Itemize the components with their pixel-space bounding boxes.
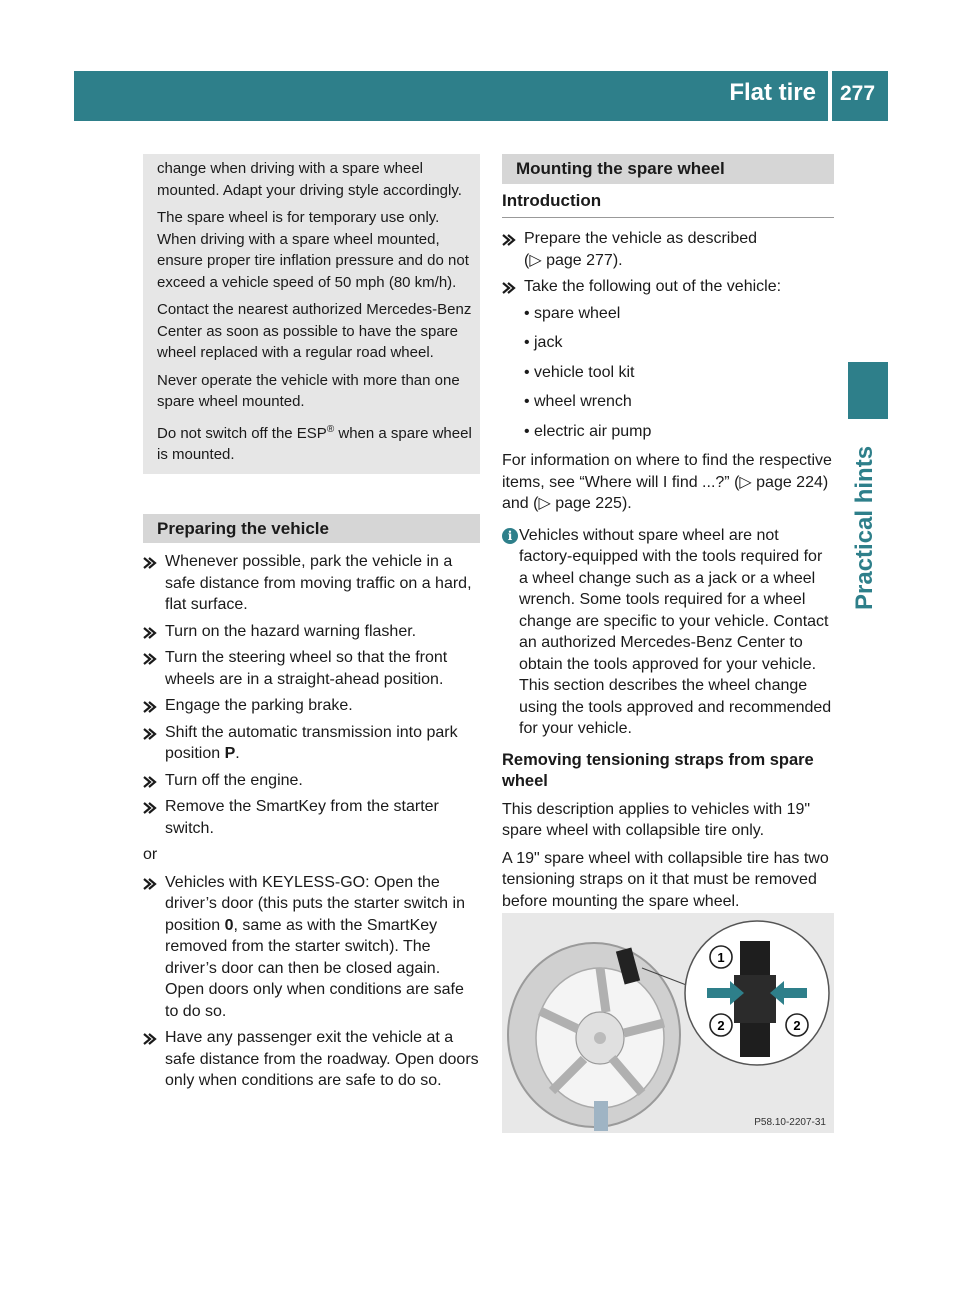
list-item: • jack [502, 332, 834, 354]
note-paragraph-esp: Do not switch off the ESP® when a spare wheel is mounted. [157, 423, 472, 463]
callout-2-right [784, 1012, 810, 1038]
list-item: • wheel wrench [502, 391, 834, 413]
note-paragraph: change when driving with a spare wheel mounted. Adapt your driving style accordingly. [157, 160, 462, 199]
or-text: or [143, 846, 158, 863]
step-arrow-icon [143, 653, 157, 665]
step-item-prepare: Prepare the vehicle as described (▷ page 277). [502, 228, 834, 271]
spare-wheel-illustration [502, 913, 834, 1133]
note-paragraph: Contact the nearest authorized Mercedes-Benz Center as soon as possible to have the spare wheel replaced with a regular road wheel. [157, 301, 472, 361]
section-heading-preparing: Preparing the vehicle [143, 514, 480, 544]
step-arrow-icon [143, 728, 157, 740]
page-number: 277 [840, 82, 876, 105]
list-item: • electric air pump [502, 421, 834, 443]
right-column [502, 154, 834, 918]
step-item: Turn off the engine. [143, 770, 480, 792]
step-arrow-icon [143, 627, 157, 639]
svg-text:2: 2 [717, 1018, 725, 1033]
step-item-keyless: Vehicles with KEYLESS-GO: Open the driver’s door (this puts the starter switch in position 0, same as with the SmartKey removed from the starter switch). The driver’s door can then be closed again. Open doors only when conditions are safe to do so. [143, 872, 480, 1023]
step-arrow-icon [143, 557, 157, 569]
step-arrow-icon [143, 701, 157, 713]
step-item: Turn the steering wheel so that the front wheels are in a straight-ahead position. [143, 647, 480, 690]
step-arrow-icon [502, 282, 516, 294]
page-reference: (▷ page 277). [524, 251, 623, 269]
figure-code: P58.10-2207-31 [754, 1117, 826, 1128]
section-tab-label: Practical hints [851, 445, 878, 610]
warning-notebox [143, 154, 480, 474]
step-arrow-icon [143, 776, 157, 788]
section-tab-marker [848, 362, 888, 419]
subsection-heading-straps: Removing tensioning straps from spare wheel [502, 750, 814, 790]
svg-text:1: 1 [717, 950, 725, 965]
svg-text:2: 2 [793, 1018, 801, 1033]
step-item-shift: Shift the automatic transmission into park position P. [143, 722, 480, 765]
step-item: Turn on the hazard warning flasher. [143, 621, 480, 643]
callout-1 [708, 944, 734, 970]
straps-paragraph: This description applies to vehicles with 19" spare wheel with collapsible tire only. [502, 800, 811, 839]
step-arrow-icon [143, 878, 157, 890]
info-paragraph: For information on where to find the respective items, see “Where will I find ...?” (▷ page 224) and (▷ page 225). [502, 452, 832, 512]
list-item: • spare wheel [502, 303, 834, 325]
note-paragraph: The spare wheel is for temporary use only. When driving with a spare wheel mounted, ensure proper tire inflation pressure and do not exceed a vehicle speed of 50 mph (80 km/h). [157, 209, 469, 291]
step-item: Whenever possible, park the vehicle in a safe distance from moving traffic on a hard, flat surface. [143, 551, 480, 616]
step-item: Engage the parking brake. [143, 695, 480, 717]
info-note: i Vehicles without spare wheel are not factory-equipped with the tools required for a wheel change such as a jack or a wheel wrench. Some tools required for a wheel change are specific to your vehicle. Contact an authorized Mercedes-Benz Center to obtain the tools approved for your vehicle. This section describes the wheel change using the tools approved and recommended for your vehicle. [502, 525, 834, 740]
info-icon: i [502, 528, 518, 544]
section-heading-mounting: Mounting the spare wheel [502, 154, 834, 184]
step-item: Remove the SmartKey from the starter switch. [143, 796, 480, 839]
step-arrow-icon [143, 802, 157, 814]
straps-paragraph: A 19" spare wheel with collapsible tire has two tensioning straps on it that must be removed before mounting the spare wheel. [502, 849, 829, 910]
step-arrow-icon [143, 1033, 157, 1045]
list-item: • vehicle tool kit [502, 362, 834, 384]
step-item: Have any passenger exit the vehicle at a safe distance from the roadway. Open doors only when conditions are safe to do so. [143, 1027, 480, 1092]
step-arrow-icon [502, 234, 516, 246]
step-item-take: Take the following out of the vehicle: [502, 276, 834, 298]
sub-heading-introduction: Introduction [502, 184, 834, 219]
note-paragraph: Never operate the vehicle with more than one spare wheel mounted. [157, 371, 460, 410]
header-divider [828, 71, 832, 121]
page-title: Flat tire [729, 79, 816, 106]
left-column [143, 154, 480, 1097]
callout-2-left [708, 1012, 734, 1038]
